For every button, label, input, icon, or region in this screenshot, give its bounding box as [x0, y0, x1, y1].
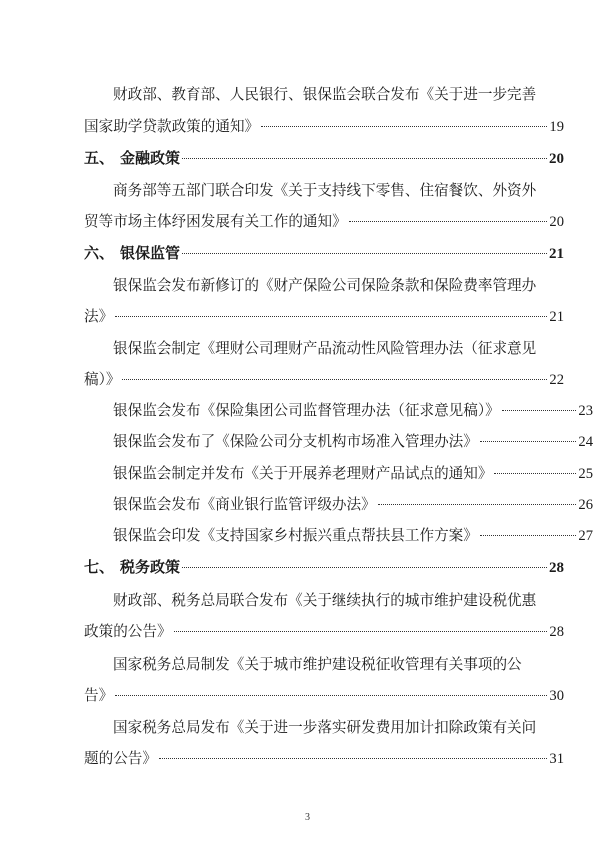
leader-dots: [502, 410, 577, 411]
toc-entry-text: 国家助学贷款政策的通知》: [84, 118, 260, 135]
leader-dots: [261, 126, 547, 127]
toc-entry[interactable]: [84, 464, 593, 484]
toc-entry-line[interactable]: 财政部、税务总局联合发布《关于继续执行的城市维护建设税优惠: [113, 592, 537, 609]
toc-page-number: 28: [549, 624, 564, 640]
page-number: 3: [305, 812, 310, 823]
leader-dots: [480, 535, 577, 536]
toc-entry[interactable]: [84, 622, 564, 642]
toc-page-number: 23: [578, 403, 593, 419]
toc-section-heading[interactable]: [84, 148, 564, 169]
leader-dots: [115, 695, 547, 696]
toc-entry[interactable]: [84, 526, 593, 546]
toc-entry-line[interactable]: 财政部、教育部、人民银行、银保监会联合发布《关于进一步完善: [113, 86, 537, 103]
toc-page-number: 20: [549, 151, 564, 167]
toc-page-number: 24: [578, 434, 593, 450]
section-title: 税务政策: [120, 558, 181, 576]
toc-entry-line[interactable]: 国家税务总局发布《关于进一步落实研发费用加计扣除政策有关问: [113, 719, 537, 736]
leader-dots: [159, 758, 547, 759]
section-number: 五、: [84, 149, 115, 167]
toc-entry-text: 告》: [84, 687, 114, 704]
toc-entry[interactable]: [84, 117, 564, 137]
toc-page-number: 21: [549, 246, 564, 262]
leader-dots: [115, 316, 547, 317]
toc-entry-text: 银保监会制定并发布《关于开展养老理财产品试点的通知》: [113, 465, 493, 482]
toc-page-number: 21: [549, 309, 564, 325]
toc-page-number: 28: [549, 560, 564, 576]
toc-page-number: 20: [549, 214, 564, 230]
toc-page-number: 22: [549, 372, 564, 388]
toc-entry[interactable]: [84, 495, 593, 515]
toc-entry[interactable]: [84, 307, 564, 327]
toc-entry[interactable]: [84, 432, 593, 452]
toc-entry-text: 法》: [84, 308, 114, 325]
toc-entry-text: 稿）》: [84, 371, 121, 388]
toc-entry-text: 贸等市场主体纾困发展有关工作的通知》: [84, 213, 347, 230]
toc-entry-line[interactable]: 商务部等五部门联合印发《关于支持线下零售、住宿餐饮、外资外: [113, 182, 537, 199]
toc-page-number: 27: [578, 528, 593, 544]
toc-entry-text: 政策的公告》: [84, 623, 172, 640]
leader-dots: [174, 631, 548, 632]
leader-dots: [480, 441, 577, 442]
toc-entry-text: 银保监会发布《保险集团公司监督管理办法（征求意见稿）》: [113, 402, 500, 419]
toc-entry-line[interactable]: 银保监会发布新修订的《财产保险公司保险条款和保险费率管理办: [113, 277, 537, 294]
toc-page-number: 26: [578, 497, 593, 513]
toc-entry-text: 银保监会发布了《保险公司分支机构市场准入管理办法》: [113, 433, 478, 450]
toc-entry-text: 银保监会印发《支持国家乡村振兴重点帮扶县工作方案》: [113, 527, 478, 544]
leader-dots: [122, 379, 547, 380]
toc-entry[interactable]: [84, 370, 564, 390]
section-title: 金融政策: [120, 149, 181, 167]
leader-dots: [378, 504, 577, 505]
toc-page-number: 19: [549, 119, 564, 135]
toc-entry[interactable]: [84, 686, 564, 706]
leader-dots: [182, 158, 547, 159]
toc-entry-line[interactable]: 国家税务总局制发《关于城市维护建设税征收管理有关事项的公: [113, 656, 522, 673]
toc-page-number: 30: [549, 688, 564, 704]
toc-page-number: 25: [578, 466, 593, 482]
leader-dots: [182, 253, 547, 254]
leader-dots: [182, 567, 547, 568]
section-number: 七、: [84, 558, 115, 576]
toc-entry-line[interactable]: 银保监会制定《理财公司理财产品流动性风险管理办法（征求意见: [113, 340, 537, 357]
toc-section-heading[interactable]: [84, 557, 564, 578]
leader-dots: [349, 221, 548, 222]
leader-dots: [494, 473, 576, 474]
toc-page-number: 31: [549, 751, 564, 767]
toc-entry[interactable]: [84, 749, 564, 769]
toc-entry-text: 题的公告》: [84, 750, 157, 767]
toc-section-heading[interactable]: [84, 243, 564, 264]
section-number: 六、: [84, 244, 115, 262]
toc-entry-text: 银保监会发布《商业银行监管评级办法》: [113, 496, 376, 513]
toc-entry[interactable]: [84, 212, 564, 232]
toc-entry[interactable]: [84, 401, 593, 421]
section-title: 银保监管: [120, 244, 181, 262]
